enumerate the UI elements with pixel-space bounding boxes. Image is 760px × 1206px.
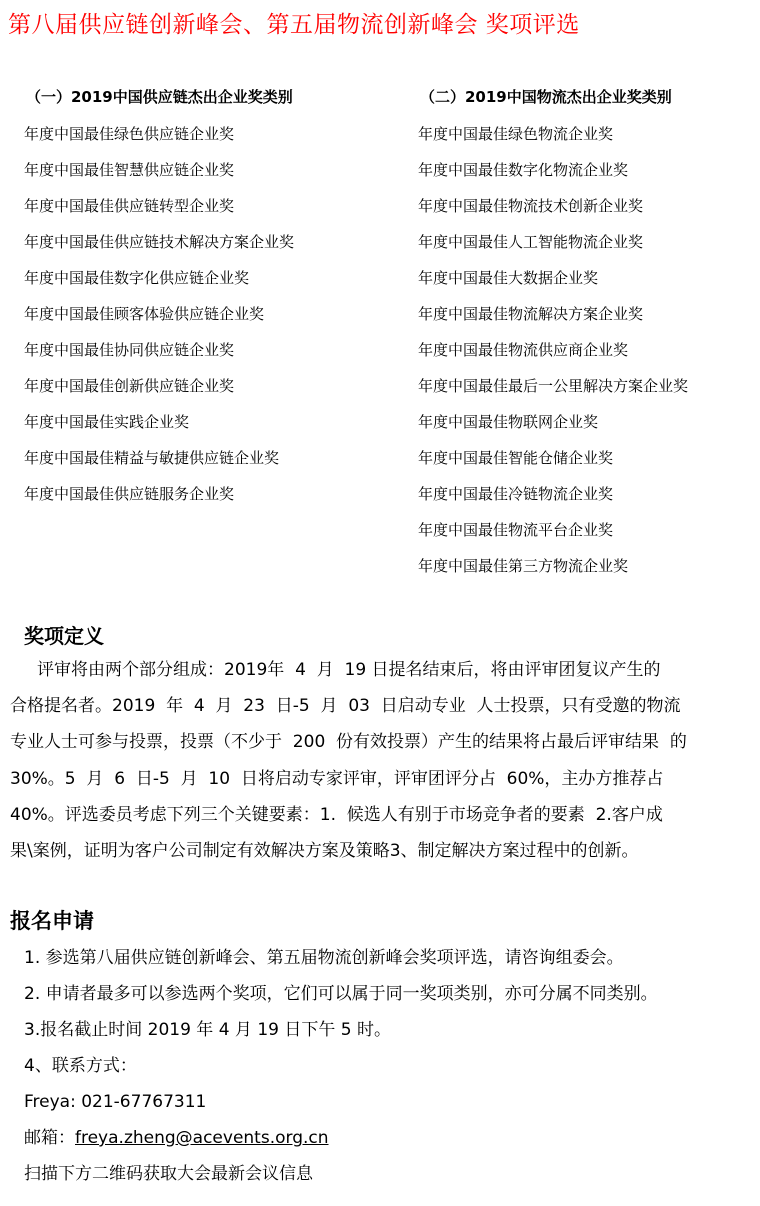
award-item: 年度中国最佳创新供应链企业奖: [24, 377, 235, 395]
award-item: 年度中国最佳顾客体验供应链企业奖: [24, 305, 265, 323]
award-item: 年度中国最佳物流解决方案企业奖: [418, 305, 644, 323]
definition-line: 果\案例，证明为客户公司制定有效解决方案及策略3、制定解决方案过程中的创新。: [10, 841, 639, 862]
award-item: 年度中国最佳物联网企业奖: [418, 413, 599, 431]
award-item: 年度中国最佳绿色物流企业奖: [418, 125, 614, 143]
definition-line: 40%。评选委员考虑下列三个关键要素：1. 候选人有别于市场竞争者的要素 2.客户成: [10, 804, 663, 825]
award-item: 年度中国最佳数字化供应链企业奖: [24, 269, 250, 287]
contact-label: 4、联系方式：: [24, 1056, 137, 1076]
definition-line: 30%。5 月 6 日-5 月 10 日将启动专家评审，评审团评分占 60%，主办方推荐占: [10, 768, 664, 789]
supply-chain-award-list: [24, 116, 294, 512]
logistics-categories-heading: （二）2019中国物流杰出企业奖类别: [420, 88, 672, 106]
email-link[interactable]: freya.zheng@acevents.org.cn: [75, 1128, 329, 1148]
application-item: 3.报名截止时间 2019 年 4 月 19 日下午 5 时。: [24, 1020, 391, 1040]
application-item: 2. 申请者最多可以参选两个奖项，它们可以属于同一奖项类别，亦可分属不同类别。: [24, 984, 658, 1004]
email-label: 邮箱：: [24, 1128, 75, 1148]
award-item: 年度中国最佳物流平台企业奖: [418, 521, 614, 539]
award-item: 年度中国最佳协同供应链企业奖: [24, 341, 235, 359]
application-heading: 报名申请: [10, 909, 94, 933]
definition-paragraph: [10, 652, 725, 869]
award-item: 年度中国最佳物流技术创新企业奖: [418, 197, 644, 215]
award-item: 年度中国最佳第三方物流企业奖: [418, 557, 629, 575]
award-item: 年度中国最佳冷链物流企业奖: [418, 485, 614, 503]
award-item: 年度中国最佳数字化物流企业奖: [418, 161, 629, 179]
award-item: 年度中国最佳供应链转型企业奖: [24, 197, 235, 215]
page-title: 第八届供应链创新峰会、第五届物流创新峰会 奖项评选: [8, 12, 580, 38]
logistics-award-list: [418, 116, 688, 584]
application-item: 1. 参选第八届供应链创新峰会、第五届物流创新峰会奖项评选，请咨询组委会。: [24, 948, 624, 968]
award-item: 年度中国最佳人工智能物流企业奖: [418, 233, 644, 251]
award-item: 年度中国最佳最后一公里解决方案企业奖: [418, 377, 689, 395]
contact-phone: Freya: 021-67767311: [24, 1092, 207, 1112]
supply-chain-award-categories: [24, 86, 294, 512]
award-item: 年度中国最佳智慧供应链企业奖: [24, 161, 235, 179]
award-item: 年度中国最佳物流供应商企业奖: [418, 341, 629, 359]
logistics-award-categories: [418, 86, 688, 584]
award-item: 年度中国最佳实践企业奖: [24, 413, 190, 431]
award-item: 年度中国最佳供应链技术解决方案企业奖: [24, 233, 295, 251]
supply-chain-categories-heading: （一）2019中国供应链杰出企业奖类别: [26, 88, 293, 106]
qr-note: 扫描下方二维码获取大会最新会议信息: [24, 1164, 313, 1184]
award-item: 年度中国最佳大数据企业奖: [418, 269, 599, 287]
award-item: 年度中国最佳绿色供应链企业奖: [24, 125, 235, 143]
definition-line: 评审将由两个部分组成：2019年 4 月 19 日提名结束后，将由评审团复议产生的: [10, 660, 661, 680]
definition-heading: 奖项定义: [24, 624, 104, 648]
definition-line: 专业人士可参与投票，投票（不少于 200 份有效投票）产生的结果将占最后评审结果 的: [10, 732, 687, 753]
award-item: 年度中国最佳供应链服务企业奖: [24, 485, 235, 503]
contact-email-row: [24, 1120, 658, 1156]
definition-line: 合格提名者。2019 年 4 月 23 日-5 月 03 日启动专业 人士投票，只有受邀的物流: [10, 696, 681, 717]
award-item: 年度中国最佳精益与敏捷供应链企业奖: [24, 449, 280, 467]
application-list: [24, 940, 658, 1192]
award-item: 年度中国最佳智能仓储企业奖: [418, 449, 614, 467]
